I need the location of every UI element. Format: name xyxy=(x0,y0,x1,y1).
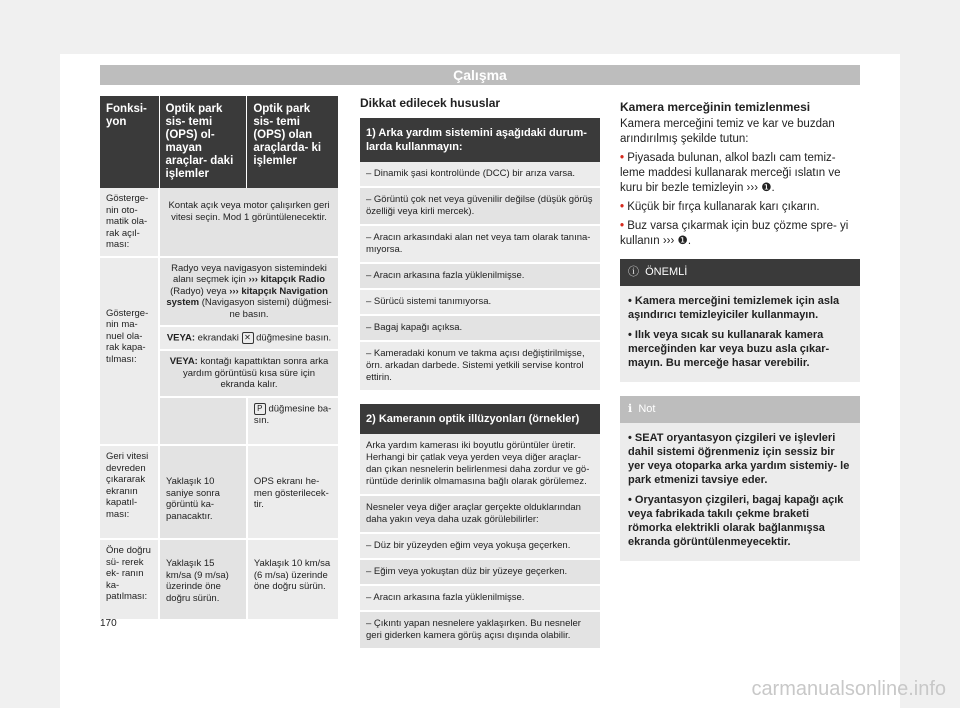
info-icon: ℹ xyxy=(628,403,633,415)
cell-merged xyxy=(159,326,338,350)
spacer xyxy=(360,392,600,404)
link-radio[interactable]: kitapçık Radio xyxy=(260,274,326,285)
bullet-icon: • xyxy=(628,432,632,444)
bullet-icon: • xyxy=(620,152,625,164)
table-header-row xyxy=(100,96,338,188)
table-row xyxy=(100,445,338,539)
bullet-icon: • xyxy=(628,494,632,506)
cell-text: düğmesine ba- sın. xyxy=(253,403,332,426)
arrow-ref: ››› xyxy=(229,285,239,297)
list-item xyxy=(620,200,860,215)
watermark: carmanualsonline.info xyxy=(751,678,946,700)
bullet-text: Piyasada bulunan, alkol bazlı cam temiz- leme maddesi kullanarak merceği ıslatın ve kuru bir bezle temizleyin ››› ❶. xyxy=(620,152,841,194)
page-number: 170 xyxy=(100,618,117,629)
caution-box-1: 1) Arka yardım sistemini aşağıdaki durum- larda kullanmayın: xyxy=(360,118,600,162)
bullet-text: Küçük bir fırça kullanarak karı çıkarın. xyxy=(627,201,820,213)
cell-merged xyxy=(159,257,338,327)
list-item: – Görüntü çok net veya güvenilir değilse (düşük görüş özelliği veya kirli mercek). xyxy=(360,188,600,226)
bullet-icon: • xyxy=(620,201,625,213)
link-navigation[interactable]: kitapçık Navigation system xyxy=(166,285,328,308)
caution-box-2: 2) Kameranın optik illüzyonları (örnekler) xyxy=(360,404,600,434)
cell-empty xyxy=(159,397,247,446)
cell-merged: Kontak açık veya motor çalışırken geri vitesi seçin. Mod 1 görüntülenecektir. xyxy=(159,188,338,257)
list-item: – Eğim veya yokuştan düz bir yüzeye geçerken. xyxy=(360,560,600,586)
bullet-icon: • xyxy=(628,329,632,341)
cleaning-column xyxy=(620,96,860,561)
note-text: Oryantasyon çizgileri, bagaj kapağı açık veya fabrikada takılı çekme braketi römorka elektrikli olarak bağlanmışsa ekranda görüntülenmeyecektir. xyxy=(628,494,844,548)
col-header-without-ops: Optik park sis- temi (OPS) ol- mayan araçlar- daki işlemler xyxy=(159,96,247,188)
close-screen-icon: ✕ xyxy=(242,332,254,344)
note-title: Not xyxy=(638,403,656,415)
note-body xyxy=(620,423,860,561)
list-item: – Bagaj kapağı açıksa. xyxy=(360,316,600,342)
list-item: – Dinamik şasi kontrolünde (DCC) bir arıza varsa. xyxy=(360,162,600,188)
important-text: Kamera merceğini temizlemek için asla aşındırıcı temizleyiciler kullanmayın. xyxy=(628,295,840,321)
cell-ops xyxy=(247,397,338,446)
important-header xyxy=(620,259,860,286)
col-header-with-ops: Optik park sis- temi (OPS) olan araçlarda- ki işlemler xyxy=(247,96,338,188)
table-row xyxy=(100,188,338,257)
cell-function: Gösterge- nin oto- matik ola- rak açıl- ması: xyxy=(100,188,159,257)
cell-with-ops: Yaklaşık 10 km/sa (6 m/sa) üzerinde öne doğru sürün. xyxy=(247,539,338,620)
note-text: SEAT oryantasyon çizgileri ve işlevleri dahil sistemi öğrenmeniz için sessiz bir yer veya otoparka arka yardım sistemiy- le park etmenizi tavsiye eder. xyxy=(628,432,850,486)
cell-with-ops: OPS ekranı he- men gösterilecek- tir. xyxy=(247,445,338,539)
list-item: – Aracın arkasına fazla yüklenilmişse. xyxy=(360,586,600,612)
important-title: ÖNEMLİ xyxy=(645,266,688,278)
list-item: Arka yardım kamerası iki boyutlu görüntüler üretir. Herhangi bir çatlak veya yerden veya diğer araçlar- dan çıkan nesnelerin belirlenmesi daha zordur ve gö- rüntüde derinlik olmamasına bağlı olarak görülemez. xyxy=(360,434,600,496)
function-table xyxy=(100,96,338,621)
important-text: Ilık veya sıcak su kullanarak kamera merceğinden kar veya buzu asla çıkar- mayın. Bu merceğe hasar verebilir. xyxy=(628,329,830,369)
cell-text: Radyo veya navigasyon sistemindeki alanı seçmek için xyxy=(171,262,327,285)
arrow-ref: ››› xyxy=(248,274,258,285)
or-prefix: VEYA: xyxy=(169,356,198,368)
list-item xyxy=(628,493,852,549)
cleaning-intro: Kamera merceğini temiz ve kar ve buzdan arındırılmış şekilde tutun: xyxy=(620,118,835,145)
list-item: – Aracın arkasına fazla yüklenilmişse. xyxy=(360,264,600,290)
parking-icon: P xyxy=(254,403,266,415)
list-item: – Sürücü sistemi tanımıyorsa. xyxy=(360,290,600,316)
cell-function: Öne doğru sü- rerek ek- ranın ka- patılması: xyxy=(100,539,159,620)
cell-function: Gösterge- nin ma- nuel ola- rak kapa- tılması: xyxy=(100,257,159,446)
list-item: Nesneler veya diğer araçlar gerçekte olduklarından daha yakın veya daha uzak görülebilirler: xyxy=(360,496,600,534)
table-row xyxy=(100,257,338,327)
cautions-title: Dikkat edilecek hususlar xyxy=(360,96,501,110)
list-item xyxy=(628,431,852,487)
cleaning-title: Kamera merceğinin temizlenmesi xyxy=(620,100,811,114)
bullet-text: Buz varsa çıkarmak için buz çözme spre- yi kullanın ››› ❶. xyxy=(620,220,849,247)
warning-icon: ⓘ xyxy=(628,266,639,278)
note-header xyxy=(620,396,860,423)
cell-function: Geri vitesi devreden çıkararak ekranın kapatıl- ması: xyxy=(100,445,159,539)
cell-without-ops: Yaklaşık 15 km/sa (9 m/sa) üzerinde öne doğru sürün. xyxy=(159,539,247,620)
cell-text: ekrandaki xyxy=(197,332,239,344)
cell-without-ops: Yaklaşık 10 saniye sonra görüntü ka- panacaktır. xyxy=(159,445,247,539)
cell-text: (Radyo) veya xyxy=(170,285,227,297)
cell-merged xyxy=(159,350,338,397)
cell-text: kontağı kapattıktan sonra arka yardım görüntüsü kısa süre için ekranda kalır. xyxy=(182,356,329,391)
bullet-icon: • xyxy=(628,295,632,307)
list-item xyxy=(620,219,860,249)
list-item xyxy=(628,294,852,322)
note-box xyxy=(620,396,860,561)
list-item: – Kameradaki konum ve takma açısı değiştirilmişse, örn. arkadan darbede. Sistemi yetkili servise kontrol ettirin. xyxy=(360,342,600,392)
list-item: – Düz bir yüzeyden eğim veya yokuşa geçerken. xyxy=(360,534,600,560)
important-body xyxy=(620,286,860,382)
list-item xyxy=(628,328,852,370)
list-item: – Çıkıntı yapan nesnelere yaklaşırken. Bu nesneler geri giderken kamera görüş açısı dışında olabilir. xyxy=(360,612,600,650)
list-item xyxy=(620,151,860,196)
or-prefix: VEYA: xyxy=(166,332,196,344)
table-row xyxy=(100,539,338,620)
list-item: – Aracın arkasındaki alan net veya tam olarak tanına- mıyorsa. xyxy=(360,226,600,264)
cell-text: düğmesine basın. xyxy=(256,332,332,344)
important-box xyxy=(620,259,860,382)
col-header-function: Fonksi- yon xyxy=(100,96,159,188)
bullet-icon: • xyxy=(620,220,625,232)
section-header: Çalışma xyxy=(100,65,860,85)
cell-text: (Navigasyon sistemi) düğmesi- ne basın. xyxy=(201,297,332,320)
cautions-column xyxy=(360,96,600,650)
